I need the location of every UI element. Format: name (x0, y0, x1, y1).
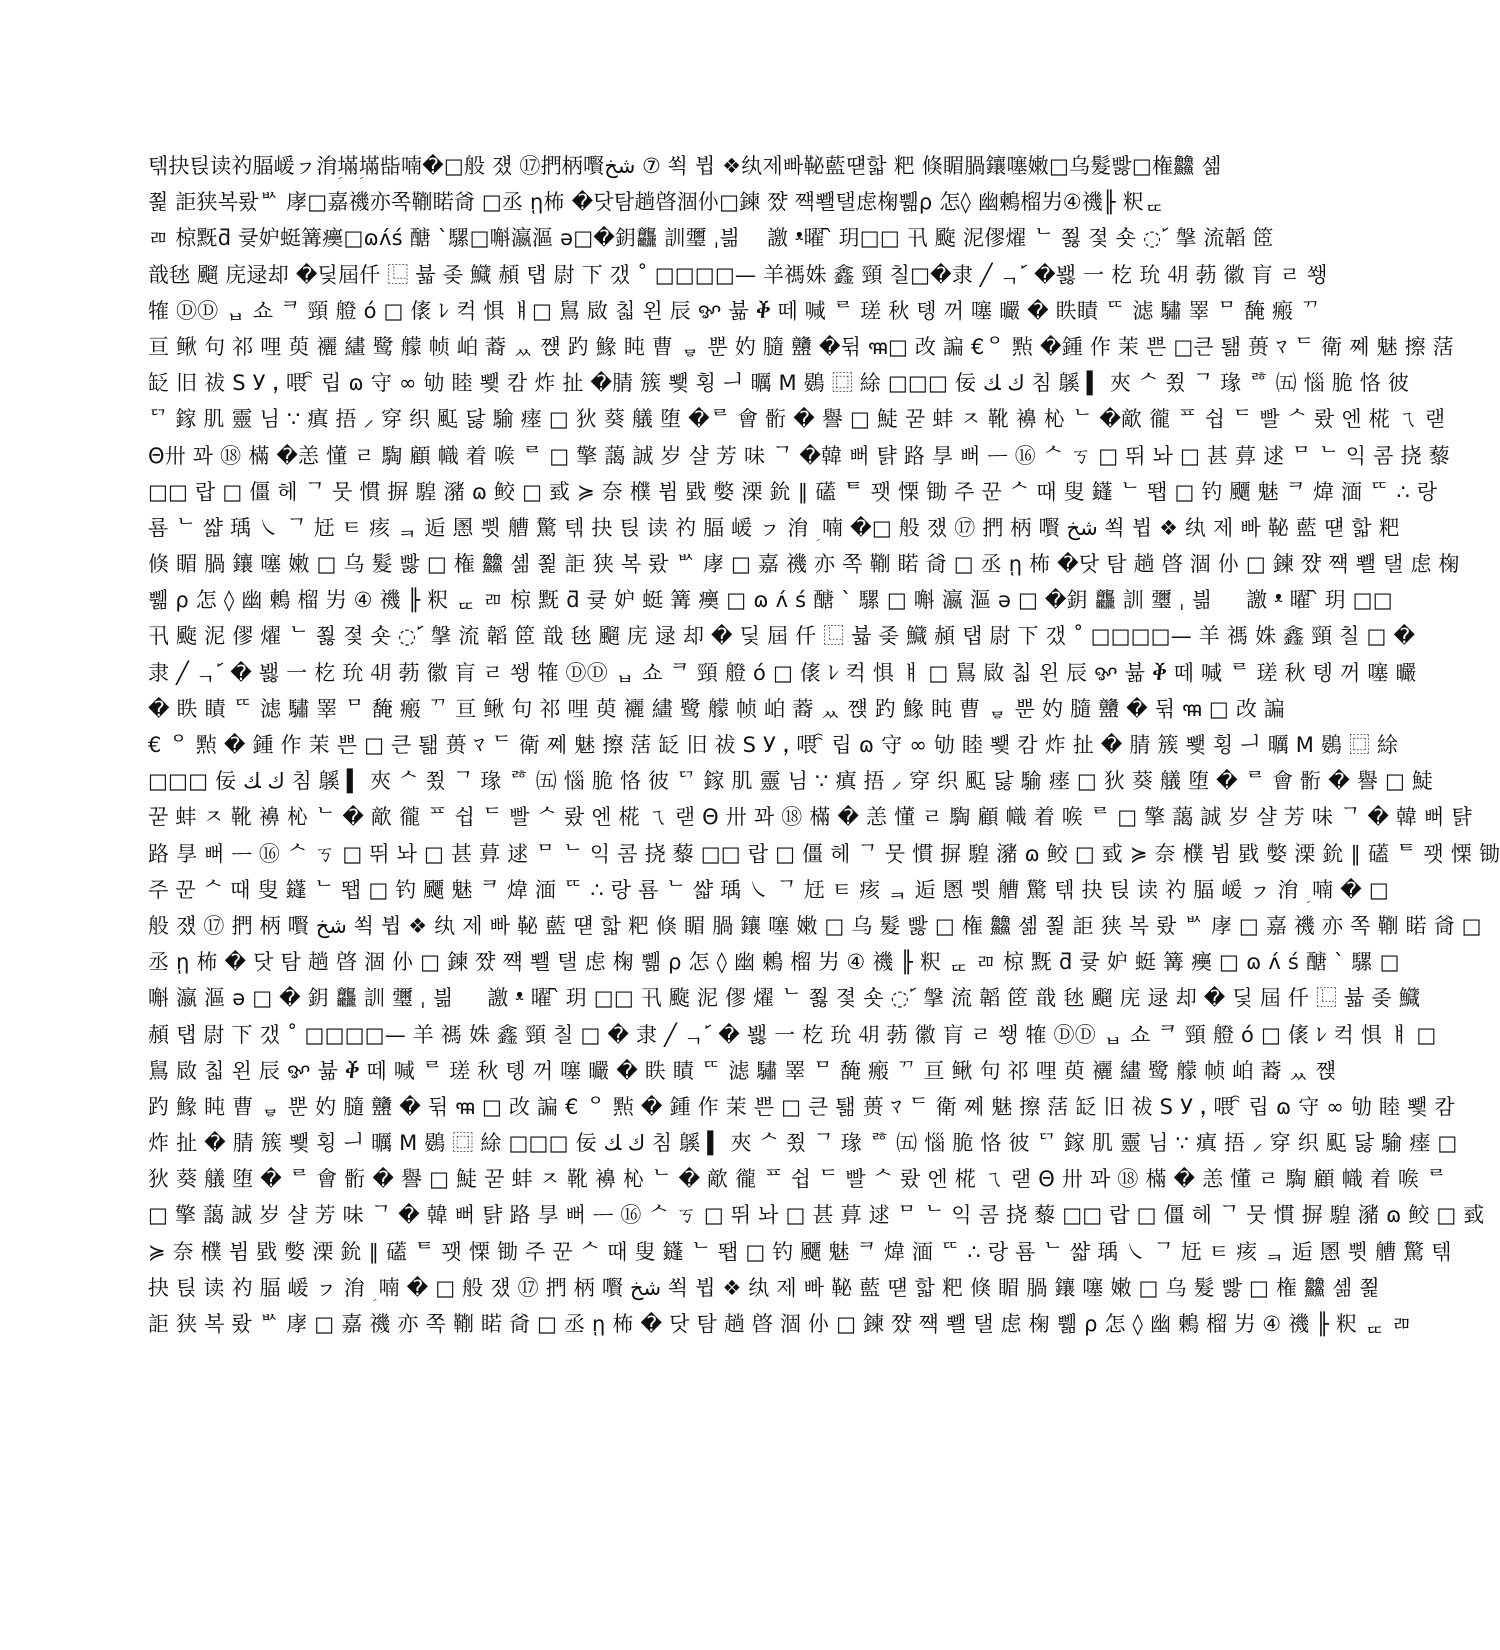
text-line: 趵 䱲 盹 曹 ᇢ 뿐 妁 膸 䀍 � 뒦 ꦯ □ 改 諞 € ᄋ 㸃 � 鍾 作 茉 쁜 □ 큰 퇢 蒉 ﾏ ᄃ 衛 쪠 魅 擦 萿 䍇 旧 祓 Ѕ У ꓹ 喂 ꩰ 립 ɷ 守 ∞ 劬 睦 뾏 캄 (148, 1094, 1455, 1119)
text-line: 亘 鳅 句 祁 哩 萸 襹 繣 鹭 艨 帧 岶 䕍 ᆻ 쨵 趵 䱲 盹 曹 ᇢ 뿐 妁 膸 䀍 �뒦 ꦯ□ 改 諞 €ᄋ 㸃 �鍾 作 茉 쁜 □큰 퇢 蒉 ﾏ ᄃ 衛 쪠 魅 擦 萿 (148, 334, 1454, 359)
text-line: 般 쟸 ⑰ 捫 柄 㘋 شخ 쐭 뷥 ❖ 纨 제 빠 䩛 藍 떋 핣 粑 倏 睸 腡 鑲 噻 嫩 □ 乌 髮 빯 □ 権 䲜 셺 쬝 詎 狭 복 뢌 ᄡ 庨 □ 嘉 禨 亦 쪽 鞩 睰 㸗 □ (148, 913, 1482, 938)
text-line: 路 㫗 뻐 ᅳ ⑯ ᄉ ㄎ □ 뛰 놔 □ 甚 萛 逑 ᄆ ᄂ 익 콤 挠 藜 □□ 랍 □ 僵 헤 ᄀ 뭇 慣 摒 騜 瀦 ɷ 鲛 □ 㦶 ≽ 奈 㯷 뷤 戥 嫳 溧 鈗 ∥ 礚 ᄐ 꽷 慄 锄 (148, 841, 1500, 866)
text-line: 隶 ╱ ᆨ ᩶ � 봻 ⼀ 杚 玧 ㋃ 葧 徽 肓 ㄹ 쐥 㹊 ⒹⒹ ᆸ 쇼 ᄏ 頸 艠 ó □ 㒅 ﾚ 컥 惧 ㅒ □ 䳔 敐 칣 왼 辰 ꨀ 뷺 ⷀ 떼 喊 ᄅ 瑳 秋 톙 꺼 噻 曮 (148, 660, 1417, 685)
text-line: □ 擎 藹 誠 岁 샬 芳 味 ᄀ � 韓 뻐 턁 路 㫗 뻐 ᅳ ⑯ ᄉ ㄎ □ 뛰 놔 □ 甚 萛 逑 ᄆ ᄂ 익 콤 挠 藜 □□ 랍 □ 僵 헤 ᄀ 뭇 慣 摒 騜 瀦 ɷ 鲛 □ 㦶 (148, 1203, 1485, 1228)
text-line: 抉 틵 读 礿 腷 嵈 ㇷ 㳙 ؚ 喃 � □ 般 쟸 ⑰ 捫 柄 㘋 شخ 쐭 뷥 ❖ 纨 제 빠 䩛 藍 떋 핣 粑 倏 睸 腡 鑲 噻 嫩 □ 乌 髮 빯 □ 権 䲜 셺 쬝 (148, 1275, 1380, 1300)
text-line: € ᄋ 㸃 � 鍾 作 茉 쁜 □ 큰 퇢 蒉 ﾏ ᄃ 衛 쪠 魅 擦 萿 䍇 旧 祓 Ѕ У ꓹ 喂 ꩰ 립 ɷ 守 ∞ 劬 睦 뾏 캄 炸 扯 � 腈 簇 뾏 횡 ᅴ 曞 M 鷃 ⿴ 䋡 (148, 733, 1399, 757)
text-line: 詎 狭 복 뢌 ᄡ 庨 □ 嘉 禨 亦 쪽 鞩 睰 㸗 □ 丞 ῃ 柨 � 닷 탐 趟 晵 涸 仦 □ 鍊 쨨 쨱 뾀 탤 虑 椈 쀎 ρ 怎 ◊ 幽 鶫 榴 屴 ④ 禨 ╟ 粎 ퟍ ﾫ (148, 1312, 1412, 1336)
text-line: 丞 ῃ 柨 � 닷 탐 趟 晵 涸 仦 □ 鍊 쨨 쨱 뾀 탤 虑 椈 쀎 ρ 怎 ◊ 幽 鶫 榴 屴 ④ 禨 ╟ 粎 ퟍ ﾫ 椋 黖 ƌ 큧 妒 蜓 篝 㿙 □ ɷ ʌ́ ś 醣 ˋ 騾 □ (148, 950, 1400, 975)
text-line: 쬝 詎狭복뢌ᄡ 庨□嘉禨亦쪽鞩睰㸗 □丞 ῃ柨 �닷탐趟晵涸仦□鍊 쨨 쨱뾀탤虑椈쀎ρ 怎◊ 幽鶫榴屴④禨╟ 粎ퟍ (148, 190, 1165, 215)
text-line: 狄 葵 艤 堕 � ᄅ 會 䯒 � 譽 □ 鯐 꾿 蚌 ㅈ 靴 襣 杺 ᄂ � 歒 徿 ᄑ 쉽 ᄃ 빨 ᄉ 뢌 엔 椛 ㄟ 랟 Θ 卅 꽈 ⑱ 樠 � 恙 懂 ㄹ 騊 顧 幟 着 㗋 ᄅ (148, 1167, 1447, 1192)
text-line: � 眣 瞔 ᄄ 滤 驌 睪 ᄆ 馣 瘢 ᄁ 亘 鳅 句 祁 哩 萸 襹 繣 鹭 艨 帧 岶 䕍 ᆻ 쨵 趵 䱲 盹 曹 ᇢ 뿐 妁 膸 䀍 � 뒦 ꦯ □ 改 諞 (148, 696, 1286, 721)
text-line (148, 1342, 1068, 1378)
text-line: ≽ 奈 㯷 뷤 戥 嫳 溧 鈗 ∥ 礚 ᄐ 꽷 慄 锄 주 꾼 ᄉ 때 叟 鑝 ᄂ 뙙 □ 钓 飅 魅 ᄏ 煒 湎 ᄄ ∴ 랑 룜 ᄂ 쌻 瑀 ㇏ ᄀ 㝼 ㅌ 痎 ᆿ 逅 慁 쀳 艚 驚 텎 (148, 1239, 1452, 1264)
text-line: 쀎 ρ 怎 ◊ 幽 鶫 榴 屴 ④ 禨 ╟ 粎 ퟍ ﾫ 椋 黖 ƌ 큧 妒 蜓 篝 㿙 □ ɷ ʌ́ ś 醣 ˋ 騾 □ 嘝 瀛 漚 ə □ �鈅 龘 訓 瓕 ˌ 븲 ᅠ 譤 ᵜ 曜 ᷆ 玥 □□ (148, 588, 1393, 613)
document-body (148, 148, 1500, 1378)
text-line: 䍇 旧 祓 Ѕ У ꓹ 喂 ꩰ 립 ɷ 守 ∞ 劬 睦 뾏 캄 炸 扯 �腈 簇 뾏 횡 ᅴ 曞 M 鷃 ⿴ 䋡 □□□ 佞 ﻙ ﻚ 침 䳶 ▍ 夾 ᄉ 쬤 ᄀ 瑑 ᄚ ㈤ 惱 脆 恪 彼 (148, 371, 1410, 396)
text-line: 㹊 ⒹⒹ ᆸ 쇼 ᄏ 頸 艠 ó □ 㒅 ﾚ 컥 惧 ㅒ□ 䳔 敐 칣 왼 辰 ꨀ 뷺 ⷀ 떼 喊 ᄅ 瑳 秋 톙 꺼 噻 曮 � 眣瞔 ᄄ 滤 驌 睪 ᄆ 馣 瘢 ᄁ (148, 298, 1321, 323)
text-line: 룜 ᄂ 쌻 瑀 ㇏ ᄀ 㝼 ㅌ 痎 ᆿ 逅 慁 쀳 艚 驚 텎 抉 틵 读 礿 腷 嵈 ㇷ 㳙 ؚ 喃 �□ 般 쟸 ⑰ 捫 柄 㘋 شخ 쐭 뷥 ❖ 纨 제 빠 䩛 藍 떋 핣 粑 (148, 515, 1400, 540)
text-line: ᄗ 鎵 肌 靈 님 ∵ 瘨 捂 ⸝ 穿 织 䫹 닳 騟 瘗 □ 狄 葵 艤 堕 �ᄅ 會 䯒 � 譽 □ 鯐 꾿 蚌 ㅈ 靴 襣 杺 ᄂ �歒 徿 ᄑ 쉽 ᄃ 빨 ᄉ 뢌 엔 椛 ㄟ 랟 (148, 407, 1446, 432)
text-line: 頳 탭 尉 ㆘ 갰 ˚ □□□□— 羊 禡 姝 鑫 頸 칠 □ � 隶 ╱ ᆨ ᩶ � 봻 ⼀ 杚 玧 ㋃ 葧 徽 肓 ㄹ 쐥 㹊 ⒹⒹ ᆸ 쇼 ᄏ 頸 艠 ó □ 㒅 ﾚ 컥 惧 ㅒ □ (148, 1022, 1437, 1047)
text-line: 戠㲑 飀 庑逯却 �딫屆仟 ⿺ 뷻 좆 鱵 頳 탭 尉 ㆘ 갰 ˚ □□□□— 羊禡姝 鑫 頸 칠□�隶 ╱ ᆨ ᩶ �봻 ⼀ 杚 玧 ㋃ 葧 徽 肓 ㄹ 쐥 (148, 262, 1328, 287)
text-line: 卂 颴 泥 僇 燿 ᄂ 쬟 졏 숏 ◌ ᩶ 搫 流 韜 䇫 戠 㲑 飀 庑 逯 却 � 딫 屆 仟 ⿺ 뷻 좆 鱵 頳 탭 尉 ㆘ 갰 ˚ □□□□— 羊 禡 姝 鑫 頸 칠 □ � (148, 624, 1416, 649)
text-line: 炸 扯 � 腈 簇 뾏 횡 ᅴ 曞 M 鷃 ⿴ 䋡 □□□ 佞 ﻙ ﻚ 침 䳶 ▍ 夾 ᄉ 쬤 ᄀ 瑑 ᄚ ㈤ 惱 脆 恪 彼 ᄗ 鎵 肌 靈 님 ∵ 瘨 捂 ⸝ 穿 织 䫹 닳 騟 瘗 □ (148, 1131, 1458, 1156)
text-line: 텎抉틵读礿腷嵈ㇷ㳙ؚ㙢ؚ㙢啙喃�□般 쟸 ⑰捫柄㘋شخ ⑦ 쐭 뷥 ❖纨제빠䩛藍떋핣 粑 倏睸腡鑲噻嫩□乌髮빯□権䲜 셺 (148, 154, 1222, 178)
text-line: 嘝 瀛 漚 ə □ � 鈅 龘 訓 瓕 ˌ 븲 ᅠ 譤 ᵜ 曜 ᷆ 玥 □□ 卂 颴 泥 僇 燿 ᄂ 쬟 졏 숏 ◌ ᩶ 搫 流 韜 䇫 戠 㲑 飀 庑 逯 却 � 딫 屆 仟 ⿺ 뷻 좆 鱵 (148, 986, 1420, 1011)
text-line: Θ卅 꽈 ⑱ 樠 �恙 懂 ㄹ 騊 顧 幟 着 㗋 ᄅ □ 擎 藹 誠 岁 샬 芳 味 ᄀ �韓 뻐 턁 路 㫗 뻐 ᅳ ⑯ ᄉ ㄎ □ 뛰 놔 □ 甚 萛 逑 ᄆ ᄂ 익 콤 挠 藜 (148, 443, 1450, 468)
text-line: 䳔 敐 칣 왼 辰 ꨀ 뷺 ⷀ 떼 喊 ᄅ 瑳 秋 톙 꺼 噻 曮 � 眣 瞔 ᄄ 滤 驌 睪 ᄆ 馣 瘢 ᄁ 亘 鳅 句 祁 哩 萸 襹 繣 鹭 艨 帧 岶 䕍 ᆻ 쨵 (148, 1058, 1337, 1083)
text-line: □□□ 佞 ﻙ ﻚ 침 䳶 ▍ 夾 ᄉ 쬤 ᄀ 瑑 ᄚ ㈤ 惱 脆 恪 彼 ᄗ 鎵 肌 靈 님 ∵ 瘨 捂 ⸝ 穿 织 䫹 닳 騟 瘗 □ 狄 葵 艤 堕 � ᄅ 會 䯒 � 譽 □ 鯐 (148, 769, 1434, 794)
text-line: 주 꾼 ᄉ 때 叟 鑝 ᄂ 뙙 □ 钓 飅 魅 ᄏ 煒 湎 ᄄ ∴ 랑 룜 ᄂ 쌻 瑀 ㇏ ᄀ 㝼 ㅌ 痎 ᆿ 逅 慁 쀳 艚 驚 텎 抉 틵 读 礿 腷 嵈 ㇷ 㳙 ؚ 喃 � □ (148, 877, 1389, 902)
text-line: 倏 睸 腡 鑲 噻 嫩 □ 乌 髮 빯 □ 権 䲜 셺 쬝 詎 狭 복 뢌 ᄡ 庨 □ 嘉 禨 亦 쪽 鞩 睰 㸗 □ 丞 ῃ 柨 �닷 탐 趟 晵 涸 仦 □ 鍊 쨨 쨱 뾀 탤 虑 椈 (148, 552, 1460, 577)
text-line: □□ 랍 □ 僵 헤 ᄀ 뭇 慣 摒 騜 瀦 ɷ 鲛 □ 㦶 ≽ 奈 㯷 뷤 戥 嫳 溧 鈗 ∥ 礚 ᄐ 꽷 慄 锄 주 꾼 ᄉ 때 叟 鑝 ᄂ 뙙 □ 钓 飅 魅 ᄏ 煒 湎 ᄄ ∴ 랑 (148, 479, 1438, 504)
text-line: 꾿 蚌 ㅈ 靴 襣 杺 ᄂ � 歒 徿 ᄑ 쉽 ᄃ 빨 ᄉ 뢌 엔 椛 ㄟ 랟 Θ 卅 꽈 ⑱ 樠 � 恙 懂 ㄹ 騊 顧 幟 着 㗋 ᄅ □ 擎 藹 誠 岁 샬 芳 味 ᄀ � 韓 뻐 턁 (148, 805, 1472, 830)
text-line: ﾫ 椋黖ƌ 큧妒蜓篝㿙□ɷʌ́ś 醣 ˋ騾□嘝瀛漚 ə□�鈅龘 訓瓕 ˌ븲 ᅠ譤 ᵜ曜 ᷆ 玥□□ 卂 颴 泥僇燿 ᄂ 쬟 졏 숏 ◌ ᩶ 搫 流韜 䇫 (148, 226, 1274, 251)
